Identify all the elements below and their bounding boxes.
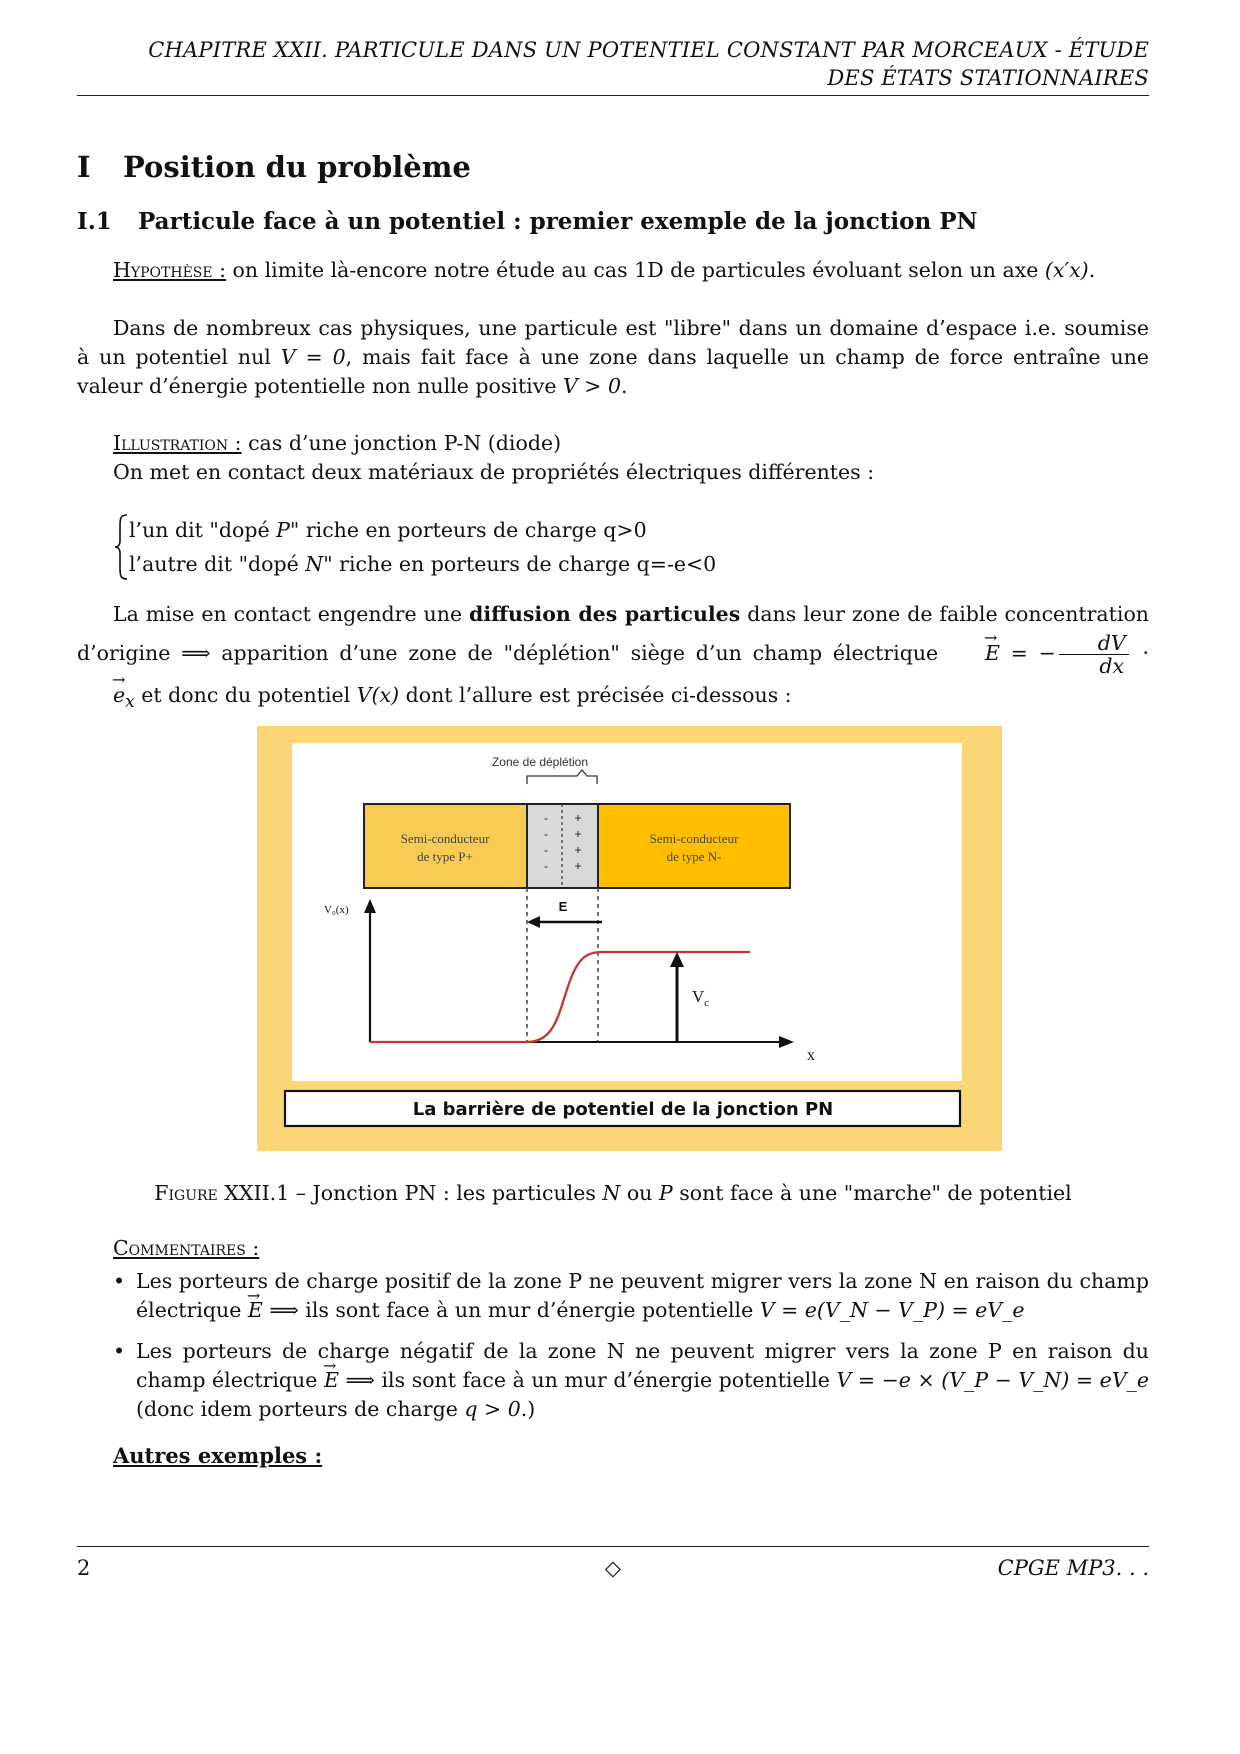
bullet-1-text-2: ⟹ ils sont face à un mur d’énergie potentielle: [262, 1298, 760, 1322]
dv-dx-fraction: [1059, 632, 1129, 677]
bullet-2-math-2: q > 0: [464, 1397, 521, 1421]
field-vector-E: → E: [324, 1366, 339, 1395]
p-region-label-2: de type P+: [417, 849, 473, 864]
hypothesis-label: Hypothèse :: [113, 258, 227, 282]
bullet-2-text-1: Les porteurs de charge négatif de la zone N ne peuvent migrer vers la zone P en raison du champ électrique: [136, 1339, 1149, 1392]
header-rule: [77, 95, 1149, 96]
intro-math-2: V > 0: [562, 374, 622, 398]
unit-vector-ex: [77, 677, 135, 720]
minus-sign: -: [544, 859, 548, 873]
y-axis-label: V₀(x): [324, 904, 349, 916]
p-region-label-1: Semi-conducteur: [400, 831, 490, 846]
comments-list: [113, 1267, 1149, 1436]
minus-sign: -: [544, 811, 548, 825]
hypothesis-axis: (x′x): [1044, 258, 1089, 282]
caption-math-2: P: [658, 1181, 673, 1205]
illustration-line-2: On met en contact deux matériaux de propriétés électriques différentes :: [113, 460, 875, 484]
field-vector-E: → E: [248, 1296, 263, 1325]
hypothesis-text: on limite là-encore notre étude au cas 1D de particules évoluant selon un axe: [226, 258, 1045, 282]
hypothesis-end: .: [1088, 258, 1096, 282]
footer-course: CPGE MP3. . .: [997, 1556, 1149, 1580]
n-region-label-2: de type N-: [666, 849, 722, 864]
bullet-2-text-4: .): [520, 1397, 536, 1421]
doping-n-text-2: " riche en porteurs de charge q=-e<0: [323, 552, 717, 576]
vc-label-subscript: c: [704, 997, 710, 1009]
footer-rule: [77, 1546, 1149, 1547]
plus-sign: +: [574, 811, 582, 825]
doping-item-p: [129, 513, 716, 547]
figure-caption-label: Figure XXII.1: [154, 1181, 290, 1205]
minus-sign: -: [544, 843, 548, 857]
running-header: [77, 36, 1149, 92]
depletion-zone-label: Zone de déplétion: [491, 755, 589, 769]
diffusion-text-2: dans leur zone de faible concentration d’origine ⟹ apparition d’une zone de "déplétion" siège d’un champ électrique: [77, 602, 1149, 665]
diffusion-text-1: La mise en contact engendre une: [113, 602, 470, 626]
doping-item-n: [129, 547, 716, 581]
bullet-2-text-2: ⟹ ils sont face à un mur d’énergie potentielle: [338, 1368, 837, 1392]
bullet-1-math: V = e(V_N − V_P) = eV_e: [759, 1298, 1025, 1322]
plus-sign: +: [574, 859, 582, 873]
figure-banner-text: La barrière de potentiel de la jonction PN: [412, 1099, 834, 1120]
unit-vector-subscript: x: [125, 692, 135, 713]
diffusion-paragraph: [77, 596, 1149, 720]
other-examples-heading: Autres exemples :: [113, 1443, 323, 1468]
e-field-label: E: [558, 899, 568, 914]
doping-p-text-2: " riche en porteurs de charge q>0: [289, 518, 647, 542]
page-number: 2: [77, 1556, 91, 1580]
doping-n-text-1: l’autre dit "dopé: [129, 552, 306, 576]
caption-math-1: N: [602, 1181, 621, 1205]
list-item: [113, 1337, 1149, 1424]
illustration-label: Illustration :: [113, 431, 242, 455]
plus-sign: +: [574, 827, 582, 841]
field-vector-E: → E: [949, 635, 1000, 671]
intro-math-1: V = 0: [280, 345, 346, 369]
illustration-paragraph: [77, 429, 1149, 487]
subsection-title: [77, 208, 978, 235]
fraction-numerator: dV: [1059, 632, 1129, 655]
intro-text-1: Dans de nombreux cas physiques, une particule est "libre" dans un domaine d’espace i.e. soumise à un potentiel nul: [77, 316, 1149, 369]
diffusion-text-4: dont l’allure est précisée ci-dessous :: [399, 683, 792, 707]
caption-text-3: sont face à une "marche" de potentiel: [672, 1181, 1072, 1205]
figure-caption: [77, 1181, 1149, 1205]
hypothesis-paragraph: [77, 256, 1149, 285]
diffusion-equals: = −: [999, 641, 1056, 665]
comments-label: Commentaires :: [113, 1236, 260, 1260]
intro-text-3: .: [621, 374, 628, 398]
illustration-text: cas d’une jonction P-N (diode): [241, 431, 562, 455]
bullet-1-text-1: Les porteurs de charge positif de la zone P ne peuvent migrer vers la zone N en raison du champ électrique: [136, 1269, 1149, 1322]
caption-text-1: – Jonction PN : les particules: [289, 1181, 603, 1205]
pn-junction-diagram: [257, 726, 1002, 1151]
bullet-2-math: V = −e × (V_P − V_N) = eV_e: [836, 1368, 1150, 1392]
doping-n-letter: N: [305, 552, 324, 576]
doping-p-text-1: l’un dit "dopé: [129, 518, 277, 542]
bullet-2-text-3: (donc idem porteurs de charge: [136, 1397, 465, 1421]
subsection-heading: Particule face à un potentiel : premier exemple de la jonction PN: [138, 208, 978, 235]
x-axis-label: x: [807, 1047, 815, 1064]
plus-sign: +: [574, 843, 582, 857]
section-number: I: [77, 150, 91, 184]
intro-text-2: , mais fait face à une zone dans laquelle un champ de force entraîne une valeur d’énergie potentielle non nulle positive: [77, 345, 1149, 398]
section-title: [77, 150, 471, 184]
pn-junction-figure: [257, 726, 1002, 1151]
vc-label-letter: V: [692, 987, 705, 1006]
doping-list: [113, 513, 716, 581]
comments-heading: [113, 1234, 259, 1263]
diffusion-text-3: et donc du potentiel: [134, 683, 357, 707]
list-item: [113, 1267, 1149, 1325]
section-heading: Position du problème: [123, 150, 471, 184]
doping-p-letter: P: [276, 518, 290, 542]
n-region-label-1: Semi-conducteur: [649, 831, 739, 846]
intro-paragraph: [77, 314, 1149, 401]
dot-operator: ·: [1131, 641, 1149, 665]
n-region: [598, 804, 790, 888]
left-brace-icon: [113, 513, 131, 581]
minus-sign: -: [544, 827, 548, 841]
subsection-number: I.1: [77, 208, 112, 235]
caption-text-2: ou: [620, 1181, 659, 1205]
unit-vector-letter: e: [113, 683, 126, 707]
running-header-line-1: CHAPITRE XXII. PARTICULE DANS UN POTENTIEL CONSTANT PAR MORCEAUX - ÉTUDE: [148, 38, 1149, 62]
footer-diamond-icon: ◇: [604, 1556, 622, 1580]
fraction-denominator: dx: [1099, 654, 1125, 678]
diffusion-bold: diffusion des particules: [469, 602, 741, 626]
running-header-line-2: DES ÉTATS STATIONNAIRES: [827, 66, 1149, 90]
figure-white-panel: [292, 743, 962, 1081]
potential-vx: V(x): [356, 683, 400, 707]
p-region: [364, 804, 527, 888]
